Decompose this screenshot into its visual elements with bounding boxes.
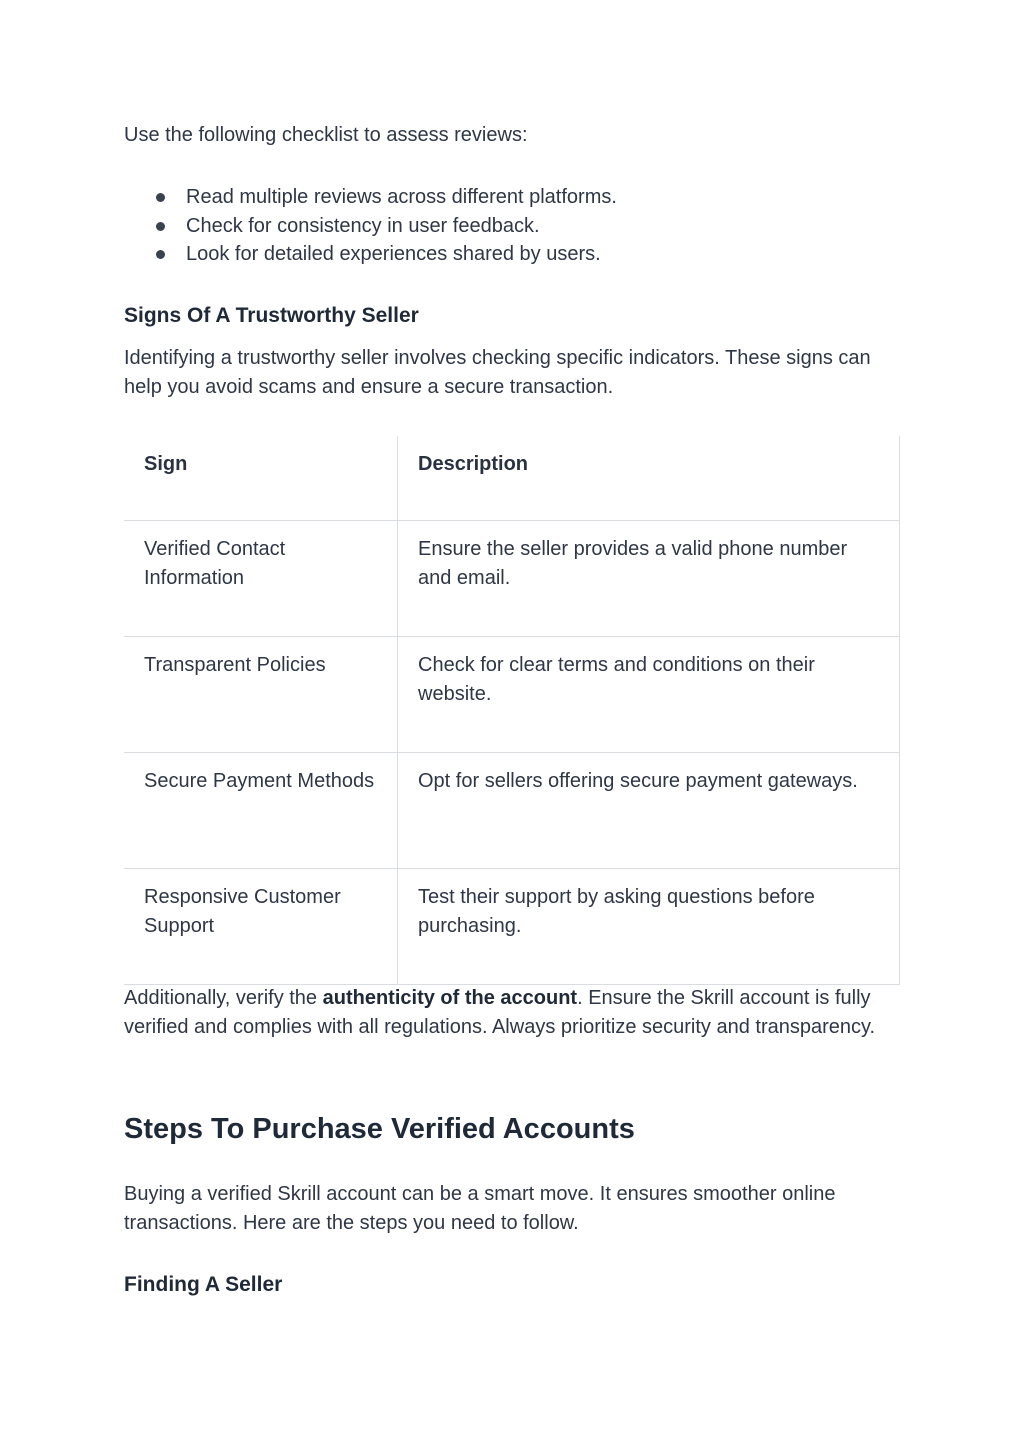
list-item <box>124 240 617 269</box>
table-cell-description: Ensure the seller provides a valid phone number and email. <box>398 521 900 637</box>
additionally-bold-text: authenticity of the account <box>322 987 578 1009</box>
table-cell-description: Opt for sellers offering secure payment gateways. <box>398 753 900 869</box>
table-header-description: Description <box>398 436 900 521</box>
table-row <box>124 753 900 869</box>
steps-heading: Steps To Purchase Verified Accounts <box>124 1113 635 1145</box>
checklist-intro: Use the following checklist to assess reviews: <box>124 124 528 146</box>
table-cell-sign: Transparent Policies <box>124 637 398 753</box>
list-item <box>124 183 617 212</box>
table-cell-sign: Secure Payment Methods <box>124 753 398 869</box>
list-item-text: Read multiple reviews across different platforms. <box>186 186 617 208</box>
additionally-text-after: . Ensure the Skrill account is fully verified and complies with all regulations. Always prioritize security and transparency. <box>124 987 876 1038</box>
signs-table <box>124 436 900 985</box>
table-cell-description: Test their support by asking questions before purchasing. <box>398 869 900 985</box>
bullet-icon <box>156 193 165 202</box>
steps-description: Buying a verified Skrill account can be a smart move. It ensures smoother online transactions. Here are the steps you need to follow. <box>124 1183 836 1234</box>
table-row <box>124 637 900 753</box>
signs-description: Identifying a trustworthy seller involves checking specific indicators. These signs can help you avoid scams and ensure a secure transaction. <box>124 347 871 398</box>
additionally-paragraph <box>124 984 900 1041</box>
table-row <box>124 869 900 985</box>
bullet-icon <box>156 222 165 231</box>
table-row <box>124 521 900 637</box>
finding-seller-heading: Finding A Seller <box>124 1273 283 1296</box>
table-cell-sign: Verified Contact Information <box>124 521 398 637</box>
signs-heading: Signs Of A Trustworthy Seller <box>124 304 419 327</box>
bullet-icon <box>156 250 165 259</box>
list-item-text: Look for detailed experiences shared by users. <box>186 243 601 265</box>
additionally-text-before: Additionally, verify the <box>124 987 323 1009</box>
list-item <box>124 212 617 241</box>
list-item-text: Check for consistency in user feedback. <box>186 214 540 237</box>
review-checklist <box>124 183 617 269</box>
table-cell-sign: Responsive Customer Support <box>124 869 398 985</box>
table-header-row <box>124 436 900 521</box>
table-header-sign: Sign <box>124 436 398 521</box>
table-cell-description: Check for clear terms and conditions on their website. <box>398 637 900 753</box>
